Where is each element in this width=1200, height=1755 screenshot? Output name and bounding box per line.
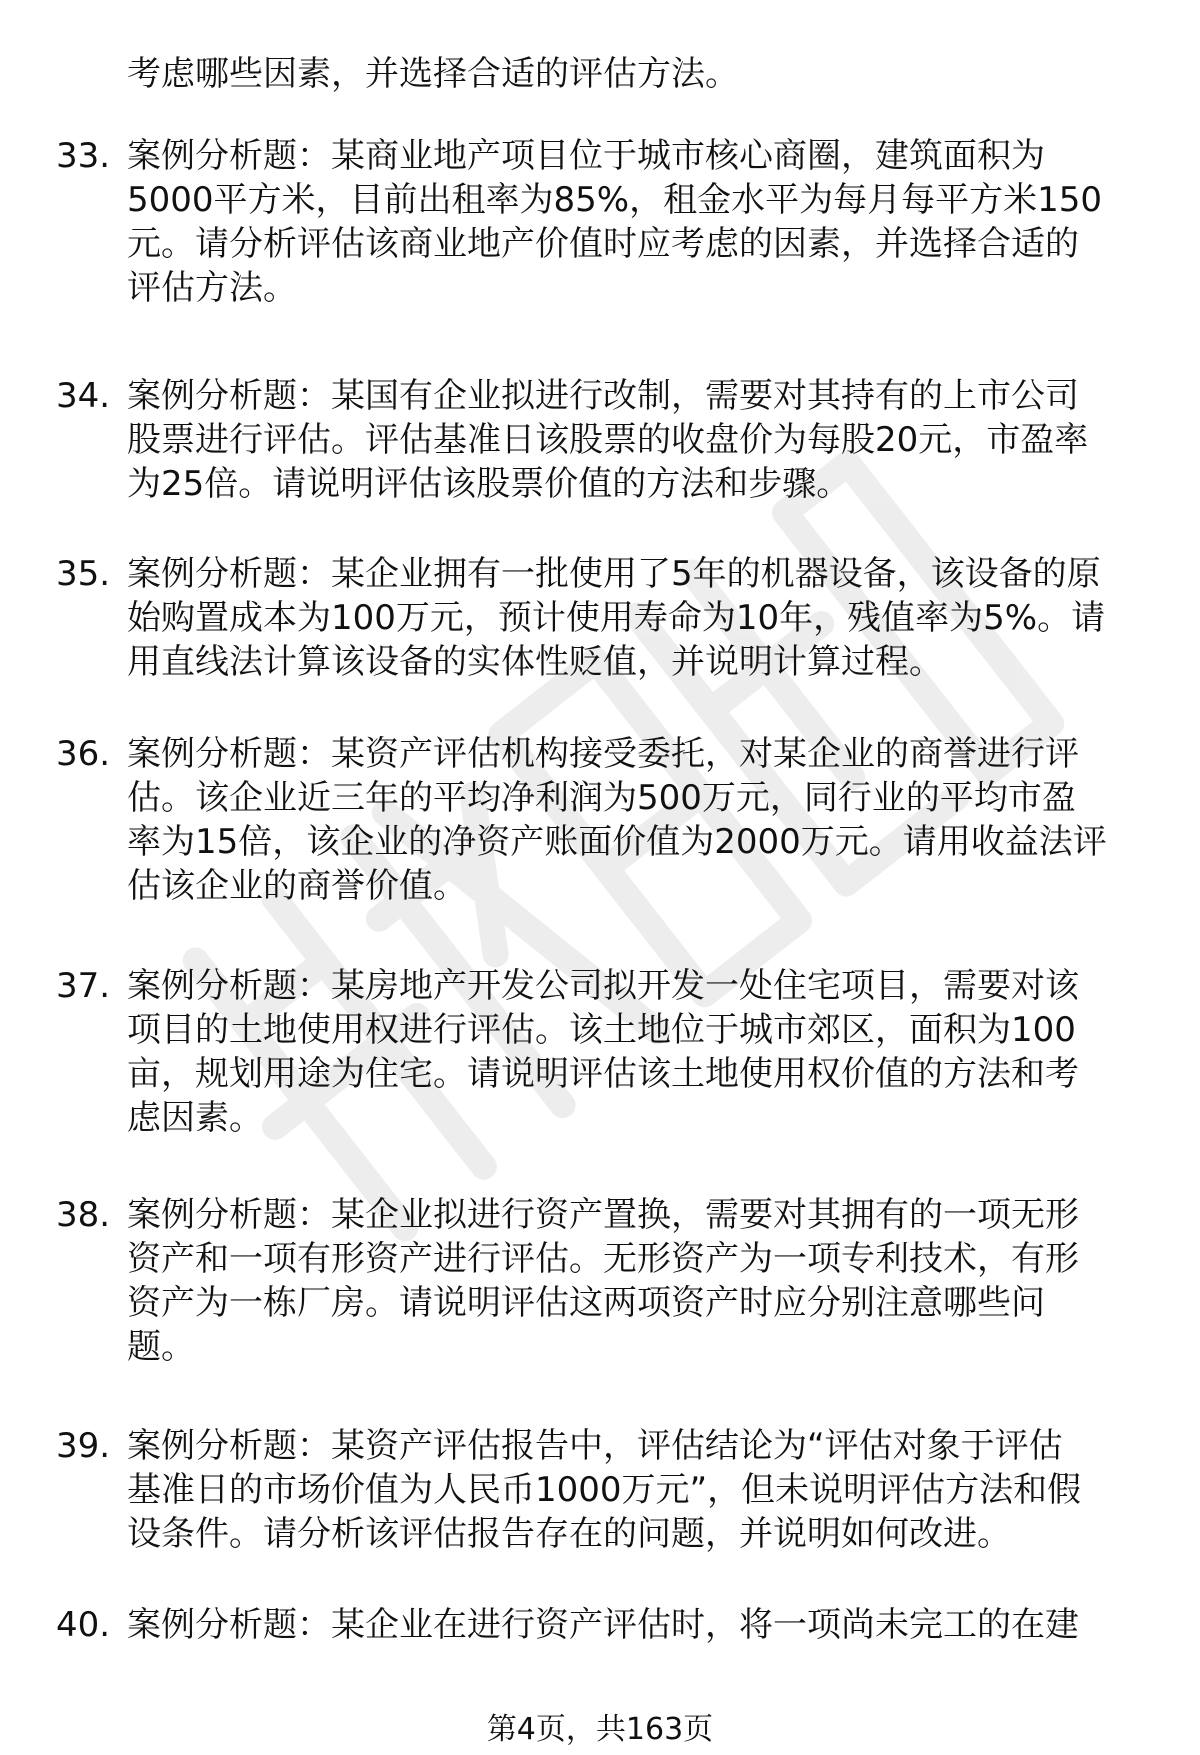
question-number: 34.: [56, 376, 111, 416]
question-number: 40.: [56, 1605, 111, 1645]
question-line: 案例分析题：某国有企业拟进行改制，需要对其持有的上市公司: [127, 376, 1079, 416]
question-line: 案例分析题：某资产评估机构接受委托，对某企业的商誉进行评: [127, 734, 1079, 774]
question-line: 亩，规划用途为住宅。请说明评估该土地使用权价值的方法和考: [127, 1054, 1079, 1094]
question-number: 33.: [56, 136, 111, 176]
question-line: 案例分析题：某资产评估报告中，评估结论为“评估对象于评估: [127, 1426, 1063, 1466]
question-number: 35.: [56, 554, 111, 594]
question-line: 评估方法。: [127, 268, 297, 308]
question-text: [127, 134, 1167, 310]
question-text: [127, 552, 1167, 684]
question-number: 36.: [56, 734, 111, 774]
question-text: [127, 1424, 1167, 1556]
question-line: 虑因素。: [127, 1098, 263, 1138]
question-line: 案例分析题：某企业拟进行资产置换，需要对其拥有的一项无形: [127, 1195, 1079, 1235]
question-line: 资产和一项有形资产进行评估。无形资产为一项专利技术，有形: [127, 1239, 1079, 1279]
question-line: 基准日的市场价值为人民币1000万元”，但未说明评估方法和假: [127, 1470, 1082, 1510]
question-line: 始购置成本为100万元，预计使用寿命为10年，残值率为5%。请: [127, 598, 1106, 638]
question-number: 37.: [56, 966, 111, 1006]
question-text: [127, 1193, 1167, 1369]
question-line: 项目的土地使用权进行评估。该土地位于城市郊区，面积为100: [127, 1010, 1076, 1050]
question-text: [127, 732, 1167, 908]
question-line: 率为15倍，该企业的净资产账面价值为2000万元。请用收益法评: [127, 822, 1107, 862]
question-number: 39.: [56, 1426, 111, 1466]
question-line: 股票进行评估。评估基准日该股票的收盘价为每股20元，市盈率: [127, 420, 1089, 460]
question-number: 38.: [56, 1195, 111, 1235]
question-text: [127, 964, 1167, 1140]
question-line: 案例分析题：某企业在进行资产评估时，将一项尚未完工的在建: [127, 1605, 1079, 1645]
question-line: 为25倍。请说明评估该股票价值的方法和步骤。: [127, 464, 851, 504]
question-line: 题。: [127, 1327, 195, 1367]
question-text: [127, 1603, 1167, 1647]
question-line: 估。该企业近三年的平均净利润为500万元，同行业的平均市盈: [127, 778, 1076, 818]
question-line: 估该企业的商誉价值。: [127, 866, 467, 906]
question-line: 设条件。请分析该评估报告存在的问题，并说明如何改进。: [127, 1514, 1011, 1554]
page-number-footer: 第4页，共163页: [486, 1712, 714, 1747]
question-line: 元。请分析评估该商业地产价值时应考虑的因素，并选择合适的: [127, 224, 1079, 264]
question-line: 案例分析题：某房地产开发公司拟开发一处住宅项目，需要对该: [127, 966, 1079, 1006]
continued-question-text: 考虑哪些因素，并选择合适的评估方法。: [127, 54, 739, 94]
question-line: 案例分析题：某商业地产项目位于城市核心商圈，建筑面积为: [127, 136, 1045, 176]
question-line: 资产为一栋厂房。请说明评估这两项资产时应分别注意哪些问: [127, 1283, 1045, 1323]
question-text: [127, 374, 1167, 506]
question-line: 5000平方米，目前出租率为85%，租金水平为每月每平方米150: [127, 180, 1102, 220]
question-line: 用直线法计算该设备的实体性贬值，并说明计算过程。: [127, 642, 943, 682]
question-line: 案例分析题：某企业拥有一批使用了5年的机器设备，该设备的原: [127, 554, 1101, 594]
